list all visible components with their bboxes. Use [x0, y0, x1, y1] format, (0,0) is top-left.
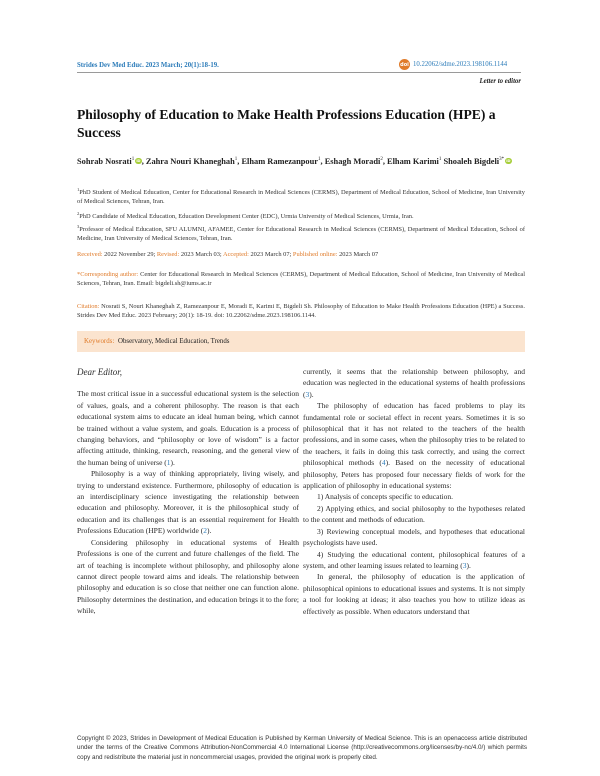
body-paragraph: Philosophy is a way of thinking appropriately, living wisely, and trying to understand existence. Furthermore, philosophy of education is an interdisciplinary science investigating the relationship between education and philosophy. Moreover, it is the philosophical study of education and its challenges that is an essential requirement for Health Professions Education (HPE) worldwide (2). [77, 469, 299, 536]
greeting: Dear Editor, [77, 367, 122, 377]
affiliation-3: $^3$Professor of Medical Education, SFU ALUMNI, AFAMEE, Center for Educational Research in Medical Sciences (CERMS), Department of Medical Education, School of Medicine, Iran University of Medical Sciences, Tehran, Iran. [77, 224, 525, 243]
article-type: Letter to editor [479, 78, 521, 85]
author-list: Sohrab Nosrati$^1$ iD, Zahra Nouri Khaneghah$^1$, Elham Ramezanpour$^1$, Eshagh Moradi$^2$, Elham Karimi$^1$ Shoaleh Bigdeli$^{3*}$ iD [77, 156, 511, 166]
orcid-icon[interactable]: iD [136, 158, 141, 163]
author-affiliation-number: 3* [499, 157, 505, 162]
author-name: Elham Karimi [387, 156, 439, 166]
reference-link[interactable]: 3 [305, 389, 310, 399]
body-paragraph: In general, the philosophy of education is the application of philosophical opinions to educational issues and systems. It is not simply a tool for looking at ideas; it also teaches you how to utilize ideas as effectively as possible. When educators understand that [303, 572, 525, 616]
copyright-footer: Copyright © 2023, Strides in Development of Medical Education is Published by Kerman University of Medical Science. This is an openaccess article distributed under the terms of the Creative Commons Attribution-NonCommercial 4.0 International License (http://creativecommons.org/licenses/by-nc/4.0/) which permits copy and redistribute the material just in noncommercial usages, provided the original work is properly cited. [77, 735, 527, 761]
author-affiliation-number: 1 [131, 157, 135, 162]
body-column-left [77, 366, 299, 617]
doi-link[interactable] [399, 59, 507, 70]
author-affiliation-number: 1 [438, 157, 442, 162]
citation: Citation: Nosrati S, Nouri Khaneghah Z, Ramezanpour E, Moradi E, Karimi E, Bigdeli Sh. Philosophy of Education to Make Health Professions Education (HPE) a Success. Strides Dev Med Educ. 2023 February; 20(1): 18-19. doi: 10.22062/sdme.2023.198106.1144. [77, 303, 525, 320]
reference-link[interactable]: 3 [462, 560, 467, 570]
journal-citation: Strides Dev Med Educ. 2023 March; 20(1):18-19. [77, 62, 219, 69]
author-affiliation-number: 2 [380, 157, 383, 162]
author-name: Sohrab Nosrati [77, 156, 132, 166]
corresponding-author: *Corresponding author: Center for Educational Research in Medical Sciences (CERMS), Department of Medical Education, School of Medicine, Iran University of Medical Sciences, Tehran, Iran. Email: bigdeli.sh@iums.ac.ir [77, 271, 525, 288]
body-column-right [303, 366, 525, 617]
author-name: Eshagh Moradi [324, 156, 381, 166]
reference-link[interactable]: 1 [166, 457, 171, 467]
body-paragraph: 1) Analysis of concepts specific to education. [317, 492, 454, 502]
author-affiliation-number: 1 [234, 157, 238, 162]
affiliation-1: $^1$PhD Student of Medical Education, Center for Educational Research in Medical Sciences (CERMS), Department of Medical Education, School of Medicine, Iran University of Medical Sciences, Tehran, Iran. [77, 187, 525, 206]
body-paragraph: currently, it seems that the relationship between philosophy, and education was neglected in the educational systems of health professions (3). [303, 367, 525, 399]
orcid-icon[interactable]: iD [506, 158, 511, 163]
body-paragraph: The most critical issue in a successful educational system is the selection of values, goals, and a coherent philosophy. The reason is that each educational system aims to educate an ideal human being, which cannot be trained without a value system, and goals. Education is a process of changing behaviors, and “philosophy or love of wisdom” is a factor affecting attitude, thinking, research, reasoning, and the general view of the human being of universe (1). [77, 389, 299, 467]
article-title: Philosophy of Education to Make Health Professions Education (HPE) a Success [77, 107, 496, 140]
doi-text: 10.22062/sdme.2023.198106.1144 [413, 61, 508, 68]
author-affiliation-number: 1 [318, 157, 321, 162]
keywords-box: Keywords: Observatory, Medical Education, Trends [77, 331, 525, 352]
body-paragraph: 3) Reviewing conceptual models, and hypotheses that educational psychologists have used. [303, 526, 525, 548]
doi-icon: doi [399, 59, 410, 70]
header-divider [77, 72, 521, 73]
body-paragraph: 2) Applying ethics, and social philosophy to the hypotheses related to the content and methods of education. [303, 503, 525, 525]
affiliation-2: $^2$PhD Candidate of Medical Education, Education Development Center (EDC), Urmia University of Medical Sciences, Urmia, Iran. [77, 211, 414, 221]
author-name: Shoaleh Bigdeli [443, 156, 500, 166]
body-paragraph: 4) Studying the educational content, philosophical features of a system, and other learning issues related to learning (3). [303, 549, 525, 570]
reference-link[interactable]: 2 [203, 526, 207, 536]
author-name: Elham Ramezanpour [241, 156, 318, 166]
body-paragraph: Considering philosophy in educational systems of Health Professions is one of the current and future challenges of the field. The art of teaching is incomplete without philosophy, and philosophy alone cannot direct people toward aims and ideals. The relationship between philosophy and education is so close that neither one can function alone. Philosophy determines the destination, and education brings it to the fore; while, [77, 537, 299, 616]
reference-link[interactable]: 4 [381, 458, 386, 468]
body-paragraph: The philosophy of education has faced problems to play its fundamental role or societal effect in recent years. Sometimes it is so philosophical that it has not related to the teachers of the health professions, and in some cases, when the philosophy tries to be related to the teachers, it fails in doing this task correctly, and using the correct philosophical methods (4). Based on the necessity of educational philosophy, Peters has proposed four necessary fields of work for the application of philosophy in educational systems: [303, 401, 525, 491]
author-name: Zahra Nouri Khaneghah [145, 156, 235, 166]
article-dates: Received: 2022 November 29; Revised: 2023 March 03; Accepted: 2023 March 07; Published online: 2023 March 07 [77, 251, 379, 258]
